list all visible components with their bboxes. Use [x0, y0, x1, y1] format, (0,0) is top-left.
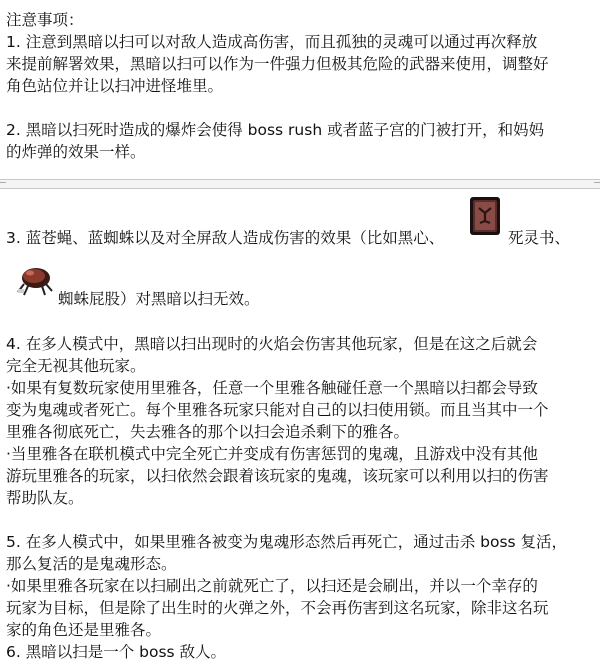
note-4-line-7: 游玩里雅各的玩家，以扫依然会跟着该玩家的鬼魂，该玩家可以利用以扫的伤害	[6, 467, 549, 485]
note-4-line-6: ·当里雅各在联机模式中完全死亡并变成有伤害惩罚的鬼魂，且游戏中没有其他	[6, 445, 538, 463]
note-4-line-5: 里雅各彻底死亡，失去雅各的那个以扫会追杀剩下的雅各。	[6, 423, 410, 441]
note-2-line-1: 2. 黑暗以扫死时造成的爆炸会使得 boss rush 或者蓝子宫的门被打开，和妈妈	[6, 121, 545, 139]
note-4-line-8: 帮助队友。	[6, 489, 84, 507]
note-3-line-1b: 死灵书、	[508, 229, 571, 247]
note-4-line-2: 完全无视其他玩家。	[6, 357, 146, 375]
note-4-line-1: 4. 在多人模式中，黑暗以扫出现时的火焰会伤害其他玩家，但是在这之后就会	[6, 335, 538, 353]
note-3-line-1: 3. 蓝苍蝇、蓝蜘蛛以及对全屏敌人造成伤害的效果（比如黑心、	[6, 229, 445, 247]
note-6: 6. 黑暗以扫是一个 boss 敌人。	[6, 643, 227, 661]
note-3-line-2: 蜘蛛屁股）对黑暗以扫无效。	[58, 290, 260, 308]
note-2-line-2: 的炸弹的效果一样。	[6, 143, 146, 161]
note-1-line-3: 角色站位并让以扫冲进怪堆里。	[6, 77, 224, 95]
note-5-line-3: ·如果里雅各玩家在以扫刷出之前就死亡了，以扫还是会刷出，并以一个幸存的	[6, 577, 538, 595]
note-5-line-4: 玩家为目标，但是除了出生时的火弹之外，不会再伤害到这名玩家，除非这名玩	[6, 599, 549, 617]
page-separator	[0, 179, 600, 189]
note-1-line-1: 1. 注意到黑暗以扫可以对敌人造成高伤害，而且孤独的灵魂可以通过再次释放	[6, 33, 538, 51]
note-5-line-5: 家的角色还是里雅各。	[6, 621, 162, 639]
note-4-line-3: ·如果有复数玩家使用里雅各，任意一个里雅各触碰任意一个黑暗以扫都会导致	[6, 379, 538, 397]
note-5-line-2: 那么复活的是鬼魂形态。	[6, 555, 177, 573]
note-4-line-4: 变为鬼魂或者死亡。每个里雅各玩家只能对自己的以扫使用锁。而且当其中一个	[6, 401, 549, 419]
necronomicon-icon	[467, 195, 503, 237]
spider-butt-icon	[14, 262, 54, 298]
note-1-line-2: 来提前解署效果，黑暗以扫可以作为一件强力但极其危险的武器来使用，调整好	[6, 55, 549, 73]
notes-heading: 注意事项：	[6, 11, 84, 29]
note-5-line-1: 5. 在多人模式中，如果里雅各被变为鬼魂形态然后再死亡，通过击杀 boss 复活，	[6, 533, 568, 551]
